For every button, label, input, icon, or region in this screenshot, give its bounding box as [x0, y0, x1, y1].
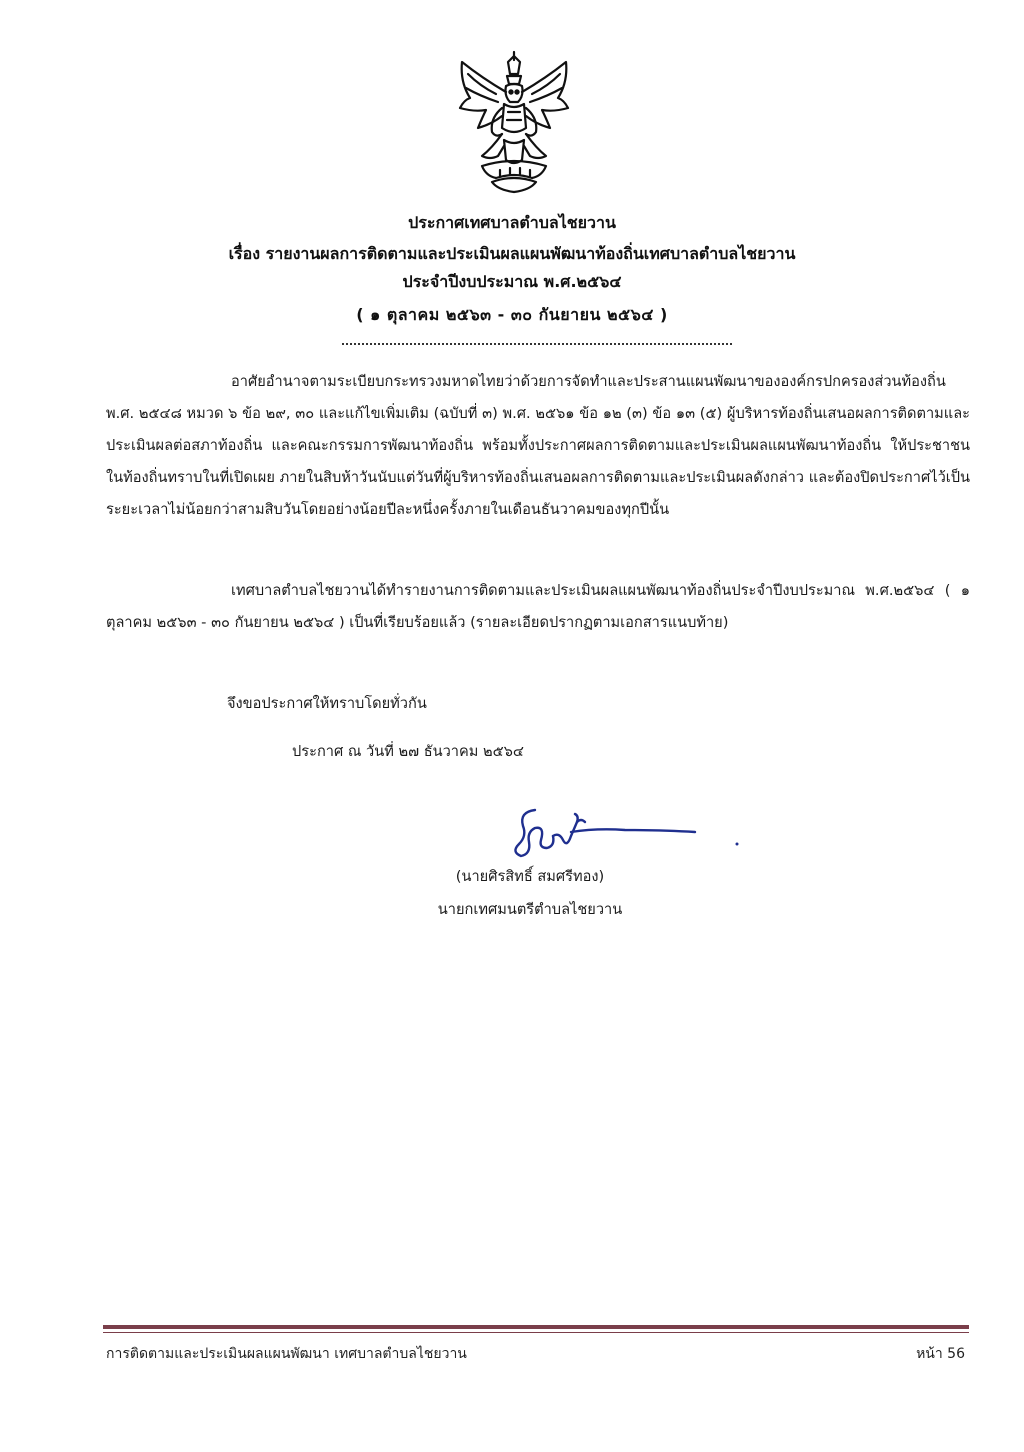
signer-position: นายกเทศมนตรีตำบลไชยวาน — [437, 901, 623, 918]
authority-paragraph: อาศัยอำนาจตามระเบียบกระทรวงมหาดไทยว่าด้วยการจัดทำและประสานแผนพัฒนาขององค์กรปกครองส่วนท้องถิ่น พ.ศ. ๒๕๔๘ หมวด ๖ ข้อ ๒๙, ๓๐ และแก้ไขเพิ่มเติม (ฉบับที่ ๓) พ.ศ. ๒๕๖๑ ข้อ ๑๒ (๓) ข้อ ๑๓ (๕) ผู้บริหารท้องถิ่นเสนอผลการติดตามและประเมินผลต่อสภาท้องถิ่น และคณะกรรมการพัฒนาท้องถิ่น พร้อมทั้งประกาศผลการติดตามและประเมินผลแผนพัฒนาท้องถิ่น ให้ประชาชนในท้องถิ่นทราบในที่เปิดเผย ภายในสิบห้าวันนับแต่วันที่ผู้บริหารท้องถิ่นเสนอผลการติดตามและประเมินผลดังกล่าว และต้องปิดประกาศไว้เป็นระยะเวลาไม่น้อยกว่าสามสิบวันโดยอย่างน้อยปีละหนึ่งครั้งภายในเดือนธันวาคมของทุกปีนั้น — [106, 373, 970, 518]
fiscal-year-line: ประจำปีงบประมาณ พ.ศ.๒๕๖๔ — [402, 272, 622, 291]
announcement-date: ประกาศ ณ วันที่ ๒๗ ธันวาคม ๒๕๖๔ — [292, 743, 524, 760]
garuda-emblem-icon — [452, 48, 576, 196]
report-paragraph: เทศบาลตำบลไชยวานได้ทำรายงานการติดตามและประเมินผลแผนพัฒนาท้องถิ่นประจำปีงบประมาณ พ.ศ.๒๕๖๔ ( ๑ ตุลาคม ๒๕๖๓ - ๓๐ กันยายน ๒๕๖๔ ) เป็นที่เรียบร้อยแล้ว (รายละเอียดปรากฏตามเอกสารแนบท้าย) — [106, 582, 970, 631]
closing-paragraph: จึงขอประกาศให้ทราบโดยทั่วกัน — [227, 695, 427, 712]
announcement-subject: เรื่อง รายงานผลการติดตามและประเมินผลแผนพัฒนาท้องถิ่นเทศบาลตำบลไชยวาน — [228, 244, 796, 263]
page-number: หน้า 56 — [916, 1346, 965, 1362]
handwritten-signature — [505, 792, 745, 872]
announcement-title: ประกาศเทศบาลตำบลไชยวาน — [408, 213, 616, 232]
signer-name: (นายศิรสิทธิ์ สมศรีทอง) — [455, 868, 605, 885]
footer-document-title: การติดตามและประเมินผลแผนพัฒนา เทศบาลตำบลไชยวาน — [106, 1346, 467, 1362]
dotted-divider — [342, 343, 732, 345]
footer-rule-thin — [103, 1332, 969, 1333]
date-range-line: ( ๑ ตุลาคม ๒๕๖๓ - ๓๐ กันยายน ๒๕๖๔ ) — [356, 305, 668, 324]
footer-rule — [103, 1325, 969, 1329]
